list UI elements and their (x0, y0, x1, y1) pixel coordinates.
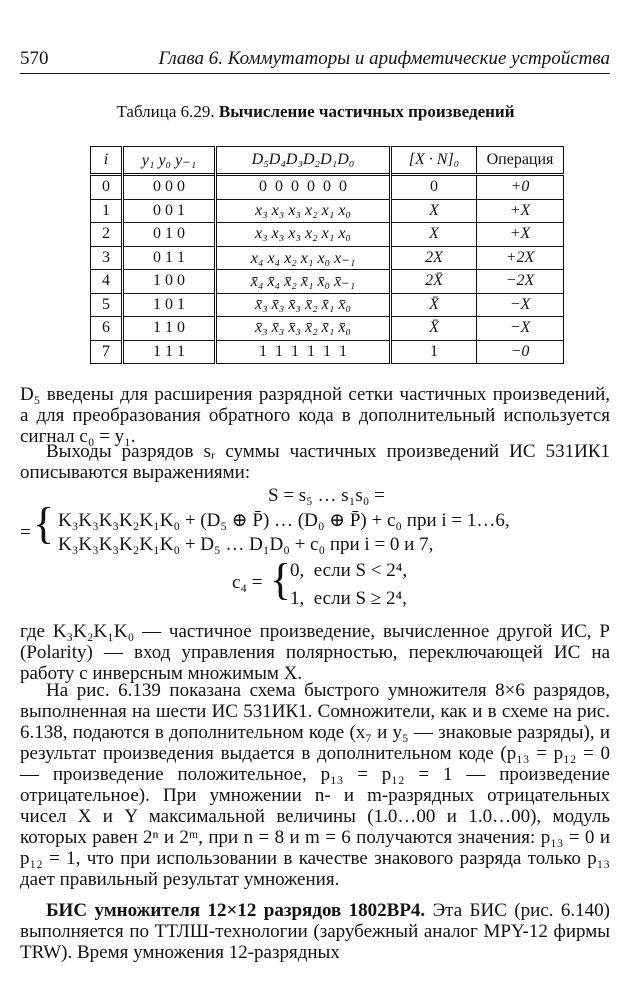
table-row (91, 270, 564, 294)
table-cell: 2 (91, 223, 123, 247)
table-cell: x̄₄ x̄₄ x̄₂ x̄₁ x̄₀ x̄₋₁ (216, 270, 391, 294)
col-y-header: y₁ y₀ y₋₁ (123, 147, 216, 175)
equation-c4-brace: { (270, 555, 292, 604)
paragraph-5-heading: БИС умножителя 12×12 разрядов 1802ВР4. (46, 900, 426, 921)
equation-c4-case-2: 1, если S ≥ 2⁴, (290, 588, 407, 609)
table-cell: X̄ (391, 317, 477, 341)
table-cell: 1 0 1 (123, 293, 216, 317)
table-caption (0, 102, 631, 122)
table-cell: 1 1 1 (123, 340, 216, 364)
col-xn-header: [X · N]₀ (391, 147, 477, 175)
table-cell: 4 (91, 270, 123, 294)
table-cell: 0 1 1 (123, 246, 216, 270)
table-cell: 0 0 0 (123, 175, 216, 200)
paragraph-1: D₅ введены для расширения разрядной сетки частичных произведений, а для преобразования обратного кода в дополнительный используется сигнал c₀ = y₁. (20, 384, 610, 447)
col-op-header: Операция (477, 147, 564, 175)
table-cell: 7 (91, 340, 123, 364)
table-cell: +X (477, 223, 564, 247)
equation-s: S = s₅ … s₁s₀ = (268, 485, 385, 506)
table-row (91, 293, 564, 317)
table-cell: 0 0 1 (123, 199, 216, 223)
table-caption-prefix: Таблица 6.29. (116, 102, 215, 121)
table-cell: X (391, 199, 477, 223)
equation-c4: c₄ = (232, 572, 263, 593)
table-caption-title: Вычисление частичных произведений (218, 102, 515, 121)
table-cell: −2X (477, 270, 564, 294)
table-cell: 2X̄ (391, 270, 477, 294)
table-cell: 0 (91, 175, 123, 200)
table-row (91, 175, 564, 200)
table-cell: 1 (391, 340, 477, 364)
table-cell: x₃ x₃ x₃ x₂ x₁ x₀ (216, 223, 391, 247)
table-cell: −X (477, 317, 564, 341)
table-cell: x₃ x₃ x₃ x₂ x₁ x₀ (216, 199, 391, 223)
table-cell: 3 (91, 246, 123, 270)
col-d-header: D₅D₄D₃D₂D₁D₀ (216, 147, 391, 175)
paragraph-5-text: Эта БИС (рис. 6.140) выполняется по ТТЛШ-технологии (зарубежный аналог MPY-12 фирмы TRW). Время умножения 12-разрядных (20, 900, 610, 963)
table-cell: 5 (91, 293, 123, 317)
table-row (91, 199, 564, 223)
table-cell: +2X (477, 246, 564, 270)
table-row (91, 317, 564, 341)
equation-c4-case-1: 0, если S < 2⁴, (290, 560, 408, 581)
table-cell: x̄₃ x̄₃ x̄₃ x̄₂ x̄₁ x̄₀ (216, 293, 391, 317)
table-cell: 6 (91, 317, 123, 341)
table-cell: x₄ x₄ x₂ x₁ x₀ x₋₁ (216, 246, 391, 270)
table-cell: X̄ (391, 293, 477, 317)
table-cell: +0 (477, 175, 564, 200)
table-cell: 0 (391, 175, 477, 200)
paragraph-4: На рис. 6.139 показана схема быстрого умножителя 8×6 разрядов, выполненная на шести ИС 531ИК1. Сомножители, как и в схеме на рис. 6.138, подаются в дополнительном коде (x₇ и y₅ — знаковые разряды), и результат произведения выдается в дополнительном коде (p₁₃ = p₁₂ = 0 — произведение положительное, p₁₃ = p₁₂ = 1 — произведение отрицательное). При умножении n- и m-разрядных отрицательных чисел X и Y максимальной величины (1.0…00 и 1.0…00), модуль которых равен 2ⁿ и 2ᵐ, при n = 8 и m = 6 получаются значения: p₁₃ = 0 и p₁₂ = 1, что при использовании в качестве знакового разряда только p₁₃ дает правильный результат умножения. (20, 680, 610, 890)
col-i-header: i (91, 147, 123, 175)
paragraph-3: где K₃K₂K₁K₀ — частичное произведение, вычисленное другой ИС, P (Polarity) — вход управления полярностью, переключающей ИС на работу с инверсным множимым X. (20, 621, 610, 684)
equation-case-1: K₃K₃K₃K₂K₁K₀ + (D₅ ⊕ P̄) … (D₀ ⊕ P̄) + c₀ при i = 1…6, (58, 510, 510, 531)
equation-equals: = (20, 522, 31, 543)
equation-brace: { (33, 499, 55, 548)
table-cell: 1 (91, 199, 123, 223)
page-number: 570 (20, 48, 49, 69)
equation-case-2: K₃K₃K₃K₂K₁K₀ + D₅ … D₁D₀ + c₀ при i = 0 и 7, (58, 534, 434, 555)
table-cell: −X (477, 293, 564, 317)
table-cell: x̄₃ x̄₃ x̄₃ x̄₂ x̄₁ x̄₀ (216, 317, 391, 341)
partial-products-table (90, 146, 564, 364)
table-row (91, 340, 564, 364)
table-cell: X (391, 223, 477, 247)
table-row (91, 246, 564, 270)
table-header-row (91, 147, 564, 175)
table-cell: 0 1 0 (123, 223, 216, 247)
table-cell: 1 1 0 (123, 317, 216, 341)
paragraph-5 (20, 900, 610, 963)
header-rule (20, 73, 610, 74)
table-cell: −0 (477, 340, 564, 364)
table-cell: 0 0 0 0 0 0 (216, 175, 391, 200)
paragraph-2: Выходы разрядов sᵣ суммы частичных произведений ИС 531ИК1 описываются выражениями: (20, 441, 610, 483)
table-row (91, 223, 564, 247)
table-cell: 1 0 0 (123, 270, 216, 294)
running-title: Глава 6. Коммутаторы и арифметические устройства (158, 48, 610, 69)
table-cell: +X (477, 199, 564, 223)
table-cell: 1 1 1 1 1 1 (216, 340, 391, 364)
page-header (20, 48, 610, 72)
table-cell: 2X (391, 246, 477, 270)
